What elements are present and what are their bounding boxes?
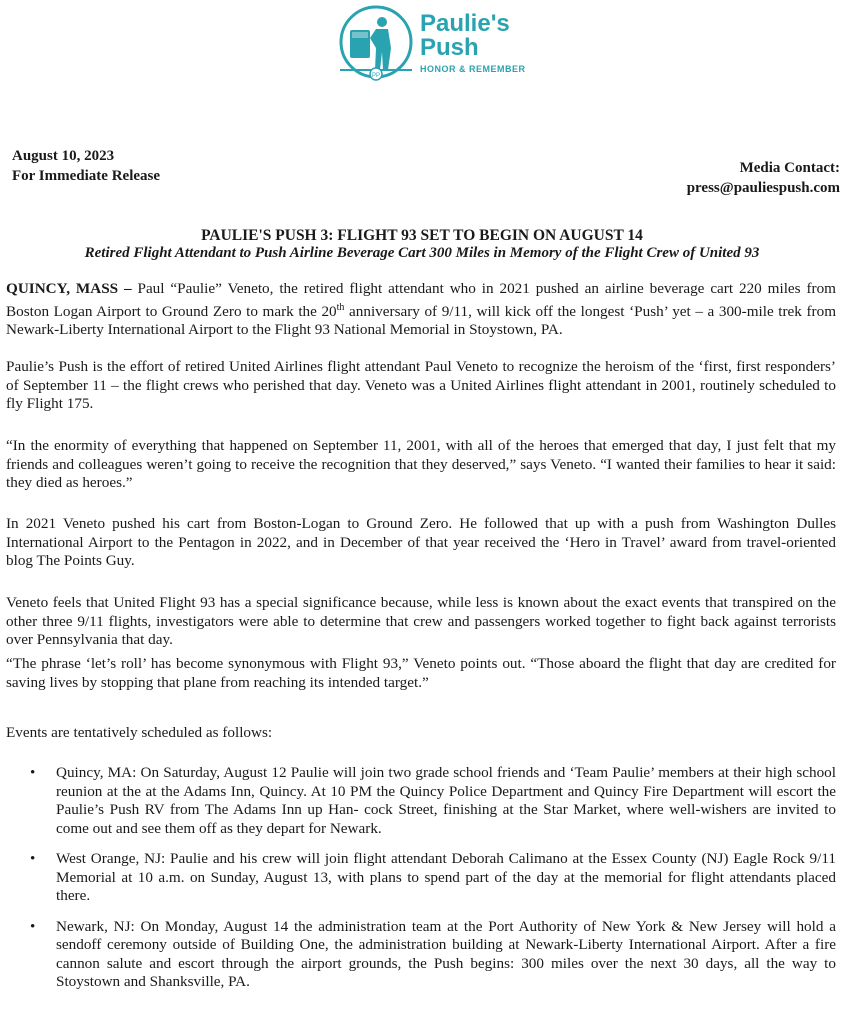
paragraph-2: Paulie’s Push is the effort of retired United Airlines flight attendant Paul Veneto to recognize the heroism of the ‘first, first responders’ of September 11 – the flight crews who perished that day. Veneto was a United Airlines flight attendant in 2001, routinely scheduled to fly Flight 175. (6, 358, 836, 412)
media-contact (687, 158, 840, 198)
event-text: West Orange, NJ: Paulie and his crew will join flight attendant Deborah Calimano at the Essex County (NJ) Eagle Rock 9/11 Memorial at 10 a.m. on Sunday, August 13, with plans to spend part of the day at the memorial for flight attendants placed there. (56, 850, 836, 904)
paragraph-1-text-b: anniversary of 9/11, will kick off the longest ‘Push’ yet – a 300-mile trek from Newark-Liberty International Airport to the Flight 93 National Memorial in Stoystown, PA. (6, 302, 837, 339)
release-date: August 10, 2023 (12, 148, 115, 164)
bullet-icon: • (30, 850, 36, 867)
media-contact-label: Media Contact: (739, 160, 840, 176)
headline-subtitle: Retired Flight Attendant to Push Airline Beverage Cart 300 Miles in Memory of the Flight Crew of United 93 (84, 245, 760, 261)
list-item (30, 850, 836, 906)
paragraph-4: In 2021 Veneto pushed his cart from Boston-Logan to Ground Zero. He followed that up with a push from Washington Dulles International Airport to the Pentagon in 2022, and in December of that year received the ‘Hero in Travel’ award from travel-oriented blog The Points Guy. (6, 515, 836, 569)
dateline: QUINCY, MASS – (6, 280, 132, 297)
ordinal-suffix: th (336, 301, 345, 313)
paragraph-1 (6, 280, 836, 340)
logo-emblem-icon (336, 4, 416, 84)
paragraph-5: Veneto feels that United Flight 93 has a special significance because, while less is known about the exact events that transpired on the other three 9/11 flights, investigators were able to determine that crew and passengers worked together to fight back against terrorists over Pennsylvania that day. (6, 594, 836, 648)
headline-title: PAULIE'S PUSH 3: FLIGHT 93 SET TO BEGIN ON AUGUST 14 (201, 227, 643, 244)
paragraph-7: Events are tentatively scheduled as follows: (6, 724, 273, 741)
bullet-icon: • (30, 764, 36, 781)
list-item (30, 764, 836, 838)
media-contact-email[interactable]: press@pauliespush.com (686, 180, 840, 196)
logo-name-line1: Paulie's (420, 10, 510, 37)
logo-badge: PP (371, 73, 381, 79)
list-item (30, 918, 836, 992)
event-text: Quincy, MA: On Saturday, August 12 Paulie will join two grade school friends and ‘Team Paulie’ members at their high school reunion at the at the Adams Inn, Quincy. At 10 PM the Quincy Police Department and Quincy Fire Department will escort the Paulie’s Push RV from The Adams Inn up Han- cock Street, finishing at the Star Market, where well-wishers are invited to come out and see them off as they depart for Newark. (56, 764, 836, 837)
bullet-icon: • (30, 917, 36, 935)
logo (336, 4, 536, 84)
events-list (30, 764, 836, 992)
release-info (12, 146, 160, 186)
logo-name-line2: Push (420, 34, 479, 61)
logo-wordmark (420, 12, 526, 74)
release-type: For Immediate Release (12, 168, 161, 184)
paragraph-1-text-a: Paul “Paulie” Veneto, the retired flight attendant who in 2021 pushed an airline beverage cart 220 miles from Boston Logan Airport to Ground Zero to mark the 20 (6, 280, 836, 320)
paragraph-6: “The phrase ‘let’s roll’ has become synonymous with Flight 93,” Veneto points out. “Those aboard the flight that day are credited for saving lives by stopping that plane from reaching its intended target.” (6, 655, 836, 691)
paragraph-3: “In the enormity of everything that happened on September 11, 2001, with all of the heroes that emerged that day, I just felt that my friends and colleagues weren’t going to receive the recognition that they deserved,” says Veneto. “I wanted their families to hear it said: they died as heroes.” (6, 437, 836, 491)
event-text: Newark, NJ: On Monday, August 14 the administration team at the Port Authority of New York & New Jersey will hold a sendoff ceremony outside of Building One, the administration building at Newark-Liberty International Airport. After a fire cannon salute and escort through the airport grounds, the Push begins: 300 miles over the next 30 days, all the way to Stoystown and Shanksville, PA. (56, 917, 836, 990)
logo-tagline: HONOR & REMEMBER (420, 64, 526, 74)
